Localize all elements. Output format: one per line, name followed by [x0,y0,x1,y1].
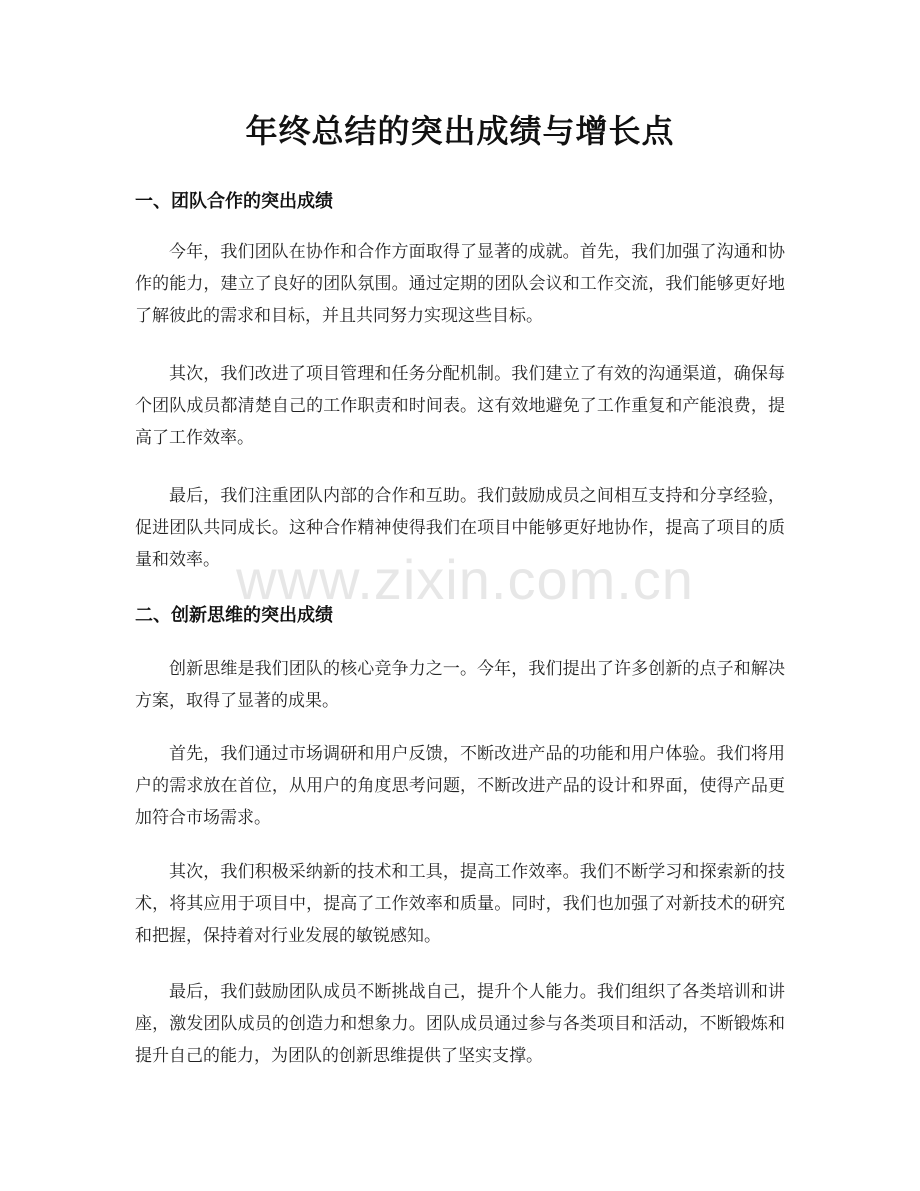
paragraph: 首先，我们通过市场调研和用户反馈，不断改进产品的功能和用户体验。我们将用户的需求放在首位，从用户的角度思考问题，不断改进产品的设计和界面，使得产品更加符合市场需求。 [135,744,785,828]
paragraph: 今年，我们团队在协作和合作方面取得了显著的成就。首先，我们加强了沟通和协作的能力，建立了良好的团队氛围。通过定期的团队会议和工作交流，我们能够更好地了解彼此的需求和目标，并且共同努力实现这些目标。 [135,242,785,326]
paragraph: 其次，我们改进了项目管理和任务分配机制。我们建立了有效的沟通渠道，确保每个团队成员都清楚自己的工作职责和时间表。这有效地避免了工作重复和产能浪费，提高了工作效率。 [135,364,785,448]
watermark: www.zixin.com.cn [236,548,694,611]
section-heading-innovation: 二、创新思维的突出成绩 [135,605,333,626]
document-title: 年终总结的突出成绩与增长点 [245,112,675,150]
paragraph: 最后，我们鼓励团队成员不断挑战自己，提升个人能力。我们组织了各类培训和讲座，激发团队成员的创造力和想象力。团队成员通过参与各类项目和活动，不断锻炼和提升自己的能力，为团队的创新思维提供了坚实支撑。 [135,982,785,1066]
paragraph: 最后，我们注重团队内部的合作和互助。我们鼓励成员之间相互支持和分享经验，促进团队共同成长。这种合作精神使得我们在项目中能够更好地协作，提高了项目的质量和效率。 [135,486,785,570]
paragraph: 其次，我们积极采纳新的技术和工具，提高工作效率。我们不断学习和探索新的技术，将其应用于项目中，提高了工作效率和质量。同时，我们也加强了对新技术的研究和把握，保持着对行业发展的敏锐感知。 [135,862,785,946]
section-heading-teamwork: 一、团队合作的突出成绩 [135,191,333,212]
paragraph: 创新思维是我们团队的核心竞争力之一。今年，我们提出了许多创新的点子和解决方案，取得了显著的成果。 [135,659,785,711]
